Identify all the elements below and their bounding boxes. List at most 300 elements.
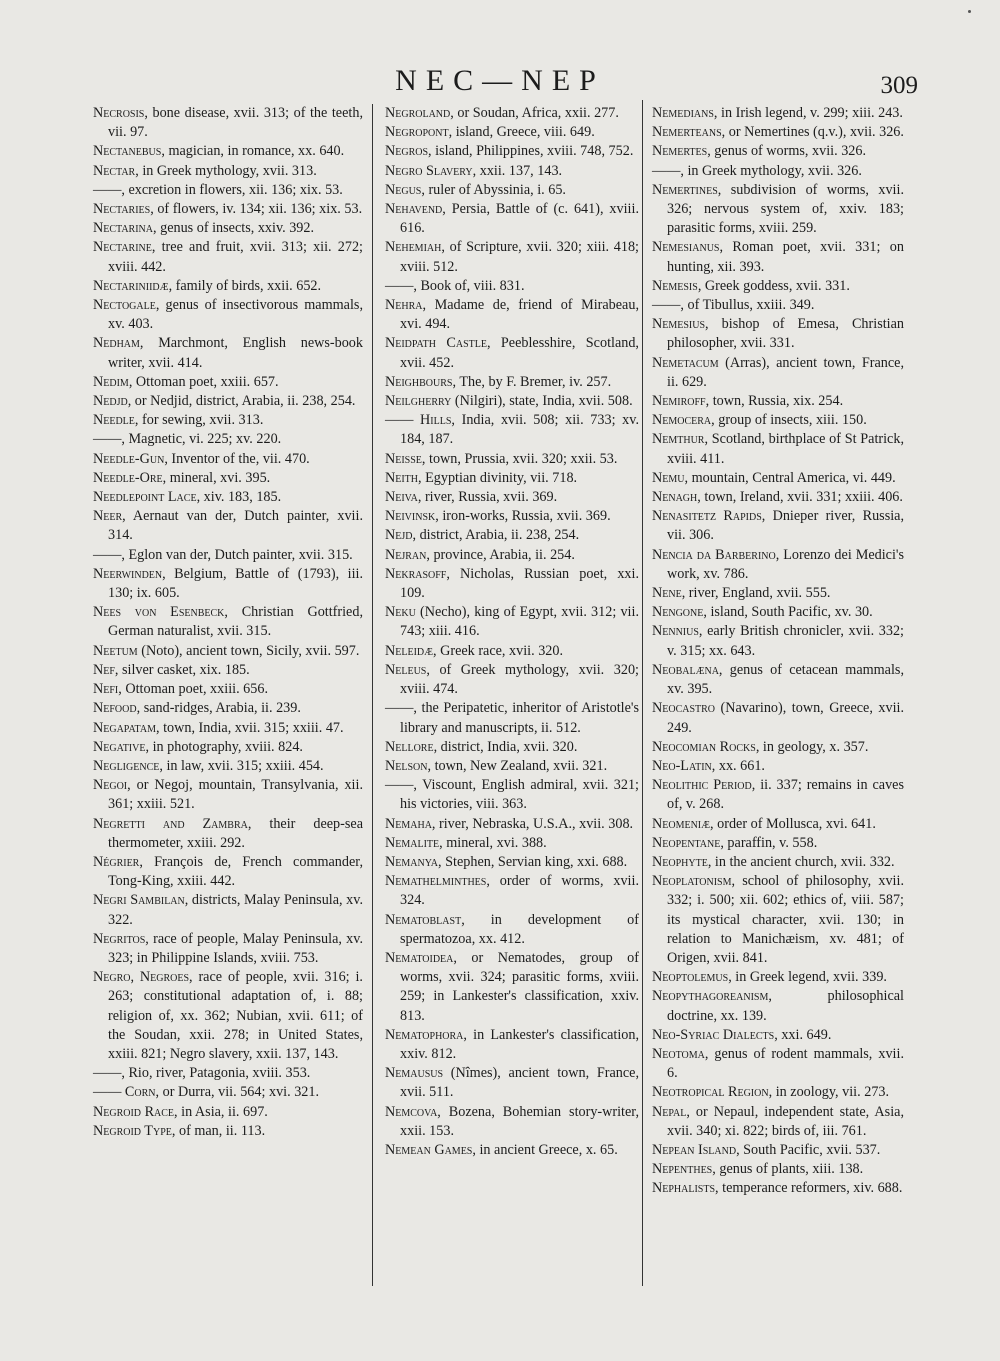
index-entry	[652, 1141, 904, 1160]
entry-headword: Nephalists	[652, 1180, 716, 1197]
entry-headword: ——	[652, 297, 681, 314]
entry-references: , in photography, xviii. 824.	[145, 738, 303, 755]
entry-references: , Christian Gottfried, German naturalist, xvii. 315.	[108, 604, 363, 640]
entry-headword: Nepal	[652, 1103, 687, 1120]
index-entry	[385, 603, 639, 641]
entry-references: , sand-ridges, Arabia, ii. 239.	[136, 700, 301, 717]
entry-headword: Nemthur	[652, 431, 705, 448]
entry-headword: Neotoma	[652, 1045, 705, 1062]
entry-headword: Negros	[385, 143, 429, 160]
entry-headword: Nenasitetz Rapids	[652, 508, 762, 525]
entry-headword: Nemiroff	[652, 393, 706, 410]
index-column-left	[93, 104, 363, 1141]
index-entry	[93, 469, 363, 488]
index-entry	[93, 219, 363, 238]
entry-references: , or Nedjid, district, Arabia, ii. 238, 254.	[127, 393, 356, 410]
entry-headword: Nematoblast	[385, 911, 462, 928]
index-entry	[93, 565, 363, 603]
entry-references: , town, India, xvii. 315; xxiii. 47.	[155, 719, 344, 736]
entry-headword: —— Corn	[93, 1084, 156, 1101]
entry-headword: Nellore	[385, 738, 434, 755]
page-header	[0, 62, 1000, 102]
entry-references: , of Tibullus, xxiii. 349.	[680, 297, 815, 314]
entry-references: , island, South Pacific, xv. 30.	[703, 604, 873, 621]
index-entry	[93, 507, 363, 545]
index-column-middle	[385, 104, 639, 1160]
page-title: NEC—NEP	[395, 64, 605, 97]
index-entry	[385, 469, 639, 488]
index-entry	[93, 603, 363, 641]
entry-references: , in Greek legend, xvii. 339.	[728, 969, 887, 986]
entry-references: , group of insects, xiii. 150.	[711, 412, 867, 429]
entry-references: (Nilgiri), state, India, xvii. 508.	[451, 393, 633, 410]
entry-headword: Negative	[93, 738, 146, 755]
index-entry	[385, 1064, 639, 1102]
index-entry	[93, 680, 363, 699]
entry-headword: Nelson	[385, 757, 428, 774]
entry-references: , François de, French commander, Tong-King, xxiii. 442.	[108, 853, 363, 890]
entry-references: , Greek race, xvii. 320.	[433, 642, 564, 659]
index-entry	[93, 430, 363, 449]
index-entry	[385, 872, 639, 910]
entry-references: , of man, ii. 113.	[171, 1122, 266, 1139]
entry-headword: Nectarine	[93, 239, 152, 256]
entry-references: , Aernaut van der, Dutch painter, xvii. 314.	[108, 508, 363, 544]
index-entry	[652, 776, 904, 814]
index-entry	[652, 815, 904, 834]
entry-references: , in ancient Greece, x. 65.	[472, 1141, 618, 1158]
index-entry	[652, 1179, 904, 1198]
entry-references: , mineral, xvi. 395.	[162, 469, 271, 486]
index-entry	[652, 968, 904, 987]
index-entry	[385, 1026, 639, 1064]
index-entry	[385, 392, 639, 411]
index-entry	[652, 757, 904, 776]
page-number: 309	[880, 72, 918, 99]
entry-headword: Negro, Negroes	[93, 969, 190, 986]
entry-references: , Inventor of the, vii. 470.	[164, 450, 310, 467]
index-entry	[652, 699, 904, 737]
entry-headword: Nemu	[652, 469, 685, 486]
index-entry	[93, 699, 363, 718]
index-entry	[652, 1026, 904, 1045]
index-entry	[652, 315, 904, 353]
entry-references: , genus of insects, xxiv. 392.	[153, 220, 315, 237]
index-entry	[385, 373, 639, 392]
entry-headword: Nehavend	[385, 201, 443, 218]
entry-headword: Negapatam	[93, 719, 156, 736]
entry-headword: Neo-Syriac Dialects	[652, 1026, 775, 1043]
entry-headword: Negus	[385, 181, 422, 198]
entry-references: , silver casket, xix. 185.	[114, 661, 250, 678]
entry-references: , Eglon van der, Dutch painter, xvii. 315.	[121, 546, 353, 563]
index-entry	[385, 699, 639, 737]
entry-headword: Negroid Type	[93, 1122, 172, 1139]
entry-references: , in law, xvii. 315; xxiii. 454.	[159, 757, 324, 774]
entry-headword: Nemocera	[652, 412, 712, 429]
entry-references: , mountain, Central America, vi. 449.	[684, 469, 896, 486]
index-entry	[652, 738, 904, 757]
entry-references: , genus of insectivorous mammals, xv. 403.	[108, 297, 363, 333]
entry-headword: Nemaha	[385, 815, 432, 832]
index-entry	[652, 987, 904, 1025]
index-entry	[385, 642, 639, 661]
index-entry	[93, 776, 363, 814]
index-entry	[93, 277, 363, 296]
entry-headword: ——	[385, 700, 414, 717]
index-entry	[93, 1122, 363, 1141]
index-entry	[652, 430, 904, 468]
index-entry	[385, 123, 639, 142]
index-entry	[652, 411, 904, 430]
entry-headword: Neith	[385, 469, 419, 486]
entry-headword: Neoptolemus	[652, 969, 729, 986]
entry-references: , Ottoman poet, xxiii. 657.	[128, 373, 279, 390]
entry-headword: Nemedians	[652, 105, 714, 121]
index-entry	[385, 334, 639, 372]
entry-headword: Nenagh	[652, 489, 698, 506]
entry-references: , district, India, xvii. 320.	[433, 738, 578, 755]
column-divider	[642, 100, 643, 1286]
entry-headword: Nejran	[385, 546, 427, 563]
entry-references: , race of people, Malay Peninsula, xv. 323; in Philippine Islands, xviii. 753.	[108, 930, 363, 966]
entry-headword: Nectanebus	[93, 143, 162, 160]
index-entry	[93, 392, 363, 411]
entry-headword: Neophyte	[652, 853, 708, 870]
entry-references: , Nicholas, Russian poet, xxi. 109.	[400, 565, 639, 602]
entry-headword: ——	[385, 277, 414, 294]
index-entry	[652, 1103, 904, 1141]
entry-references: (Necho), king of Egypt, xvii. 312; vii. 743; xiii. 416.	[400, 604, 639, 640]
entry-references: , Rio, river, Patagonia, xviii. 353.	[121, 1065, 311, 1082]
entry-headword: Nemalite	[385, 834, 440, 851]
index-entry	[652, 392, 904, 411]
index-entry	[385, 507, 639, 526]
entry-headword: Nedjd	[93, 393, 128, 410]
index-entry	[385, 526, 639, 545]
entry-references: , Dnieper river, Russia, vii. 306.	[667, 508, 904, 544]
entry-headword: Nemesianus	[652, 239, 720, 256]
entry-references: , Magnetic, vi. 225; xv. 220.	[121, 431, 282, 448]
entry-headword: Nepean Island	[652, 1141, 737, 1158]
index-entry	[652, 622, 904, 660]
index-entry	[93, 815, 363, 853]
entry-headword: Negropont	[385, 124, 449, 141]
entry-headword: ——	[93, 1065, 122, 1082]
index-entry	[652, 104, 904, 123]
entry-references: , for sewing, xvii. 313.	[134, 412, 264, 429]
entry-references: , genus of plants, xiii. 138.	[712, 1161, 864, 1178]
index-entry	[652, 123, 904, 142]
entry-references: , genus of cetacean mammals, xv. 395.	[667, 661, 904, 698]
entry-references: , or Durra, vii. 564; xvi. 321.	[155, 1084, 320, 1101]
entry-references: , the Peripatetic, inheritor of Aristotle's library and manuscripts, ii. 512.	[400, 700, 639, 736]
entry-headword: Negroland	[385, 105, 451, 121]
index-entry	[385, 200, 639, 238]
entry-headword: Nematophora	[385, 1026, 464, 1043]
entry-headword: Nectarina	[93, 220, 153, 237]
entry-headword: Nemean Games	[385, 1141, 473, 1158]
entry-references: , ii. 337; remains in caves of, v. 268.	[667, 777, 904, 813]
entry-headword: Nedham	[93, 335, 140, 352]
entry-references: , Egyptian divinity, vii. 718.	[418, 469, 578, 486]
index-entry	[652, 1045, 904, 1083]
entry-references: , in Lankester's classification, xxiv. 812.	[400, 1026, 639, 1062]
entry-references: , xxi. 649.	[774, 1026, 832, 1043]
index-entry	[93, 373, 363, 392]
entry-references: , or Nematodes, group of worms, xvii. 324; parasitic forms, xviii. 259; in Lankester's classification, xxiv. 813.	[400, 949, 639, 1024]
entry-references: , in geology, x. 357.	[755, 738, 869, 755]
entry-references: , or Nepaul, independent state, Asia, xvii. 340; xi. 822; birds of, iii. 761.	[667, 1103, 904, 1139]
index-entry	[385, 1141, 639, 1160]
entry-headword: Neerwinden	[93, 565, 163, 582]
index-entry	[93, 661, 363, 680]
index-entry	[652, 872, 904, 968]
entry-references: , Bozena, Bohemian story-writer, xxii. 153.	[400, 1103, 639, 1139]
entry-references: , Scotland, birthplace of St Patrick, xviii. 411.	[667, 431, 904, 467]
speck-mark	[968, 10, 971, 13]
index-entry	[652, 507, 904, 545]
entry-references: , race of people, xvii. 316; i. 263; constitutional adaptation of, i. 88; religion of, xx. 362; Nubian, xvii. 611; of the Soudan, xxii. 278; in United States, xxiii. 821; Negro slavery, xxii. 137, 143.	[108, 969, 363, 1062]
entry-references: , order of worms, xvii. 324.	[400, 873, 639, 909]
entry-headword: Nene	[652, 585, 682, 602]
entry-headword: Needle	[93, 412, 135, 429]
index-entry	[93, 1103, 363, 1122]
entry-references: , mineral, xvi. 388.	[439, 834, 547, 851]
entry-headword: Nedim	[93, 373, 129, 390]
entry-references: , in the ancient church, xvii. 332.	[707, 853, 895, 870]
entry-references: (Navarino), town, Greece, xvii. 249.	[667, 700, 904, 736]
index-entry	[93, 757, 363, 776]
entry-references: , in Irish legend, v. 299; xiii. 243.	[713, 105, 903, 121]
entry-references: , river, Nebraska, U.S.A., xvii. 308.	[431, 815, 634, 832]
index-entry	[93, 488, 363, 507]
index-entry	[652, 354, 904, 392]
index-entry	[652, 584, 904, 603]
entry-references: , in development of spermatozoa, xx. 412.	[400, 911, 639, 947]
index-entry	[385, 296, 639, 334]
entry-references: , in Greek mythology, xvii. 313.	[135, 162, 317, 179]
index-entry	[652, 162, 904, 181]
index-entry	[385, 411, 639, 449]
entry-headword: Neotropical Region	[652, 1084, 769, 1101]
index-entry	[385, 450, 639, 469]
entry-headword: Nemcova	[385, 1103, 438, 1120]
entry-headword: Nectogale	[93, 297, 156, 314]
index-entry	[652, 853, 904, 872]
entry-headword: Nefi	[93, 681, 119, 698]
entry-headword: Negligence	[93, 757, 160, 774]
entry-references: , district, Arabia, ii. 238, 254.	[412, 527, 580, 544]
entry-references: , Lorenzo dei Medici's work, xv. 786.	[667, 546, 904, 582]
entry-headword: Neilgherry	[385, 393, 452, 410]
entry-references: , ruler of Abyssinia, i. 65.	[421, 181, 566, 198]
entry-references: , town, Ireland, xvii. 331; xxiii. 406.	[697, 489, 903, 506]
index-entry	[93, 334, 363, 372]
index-entry	[385, 238, 639, 276]
entry-references: , of Greek mythology, xvii. 320; xviii. 474.	[400, 661, 639, 698]
index-entry	[93, 1083, 363, 1102]
index-entry	[385, 162, 639, 181]
entry-references: , river, England, xvii. 555.	[681, 585, 831, 602]
entry-headword: Nefood	[93, 700, 137, 717]
entry-references: , island, Greece, viii. 649.	[448, 124, 595, 141]
entry-headword: ——	[93, 431, 122, 448]
entry-references: , Madame de, friend of Mirabeau, xvi. 494.	[400, 297, 639, 333]
index-entry	[93, 738, 363, 757]
entry-references: , in Greek mythology, xvii. 326.	[680, 162, 862, 179]
entry-headword: Neivinsk	[385, 508, 436, 525]
entry-headword: Neighbours	[385, 373, 453, 390]
entry-references: , excretion in flowers, xii. 136; xix. 53.	[121, 181, 343, 198]
index-entry	[93, 200, 363, 219]
index-entry	[652, 546, 904, 584]
entry-references: , or Nemertines (q.v.), xvii. 326.	[721, 124, 904, 141]
entry-references: , subdivision of worms, xvii. 326; nervous system of, xxiv. 183; parasitic forms, xviii. 259.	[667, 181, 904, 237]
index-entry	[652, 469, 904, 488]
entry-references: (Nîmes), ancient town, France, xvii. 511.	[400, 1065, 639, 1101]
index-entry	[385, 661, 639, 699]
entry-references: , philosophical doctrine, xx. 139.	[667, 988, 904, 1024]
index-entry	[93, 104, 363, 142]
entry-references: , Roman poet, xvii. 331; on hunting, xii. 393.	[667, 239, 904, 275]
entry-headword: —— Hills	[385, 412, 452, 429]
entry-headword: Negritos	[93, 930, 146, 947]
entry-references: , their deep-sea thermometer, xxiii. 292.	[108, 815, 363, 851]
entry-headword: Neopentane	[652, 834, 721, 851]
entry-references: , Belgium, Battle of (1793), iii. 130; ix. 605.	[108, 565, 363, 602]
entry-headword: Nejd	[385, 527, 413, 544]
index-entry	[652, 277, 904, 296]
index-entry	[385, 738, 639, 757]
entry-headword: Neidpath Castle	[385, 335, 487, 352]
entry-headword: Neocastro	[652, 700, 716, 717]
entry-headword: Neopythagoreanism	[652, 988, 769, 1005]
entry-references: (Noto), ancient town, Sicily, xvii. 597.	[137, 642, 360, 659]
entry-headword: Nemathelminthes	[385, 873, 487, 890]
entry-headword: Negretti and Zambra	[93, 815, 248, 832]
index-entry	[385, 1103, 639, 1141]
entry-references: , town, Russia, xix. 254.	[705, 393, 844, 410]
index-entry	[385, 142, 639, 161]
entry-references: , bone disease, xvii. 313; of the teeth, vii. 97.	[108, 105, 363, 141]
entry-references: (Arras), ancient town, France, ii. 629.	[667, 354, 904, 390]
entry-references: , paraffin, v. 558.	[720, 834, 818, 851]
entry-headword: Nemerteans	[652, 124, 722, 141]
entry-headword: Nectar	[93, 162, 136, 179]
entry-headword: Negri Sambilan	[93, 892, 185, 909]
entry-headword: Needle-Ore	[93, 469, 163, 486]
index-entry	[93, 142, 363, 161]
index-entry	[93, 968, 363, 1064]
entry-references: , town, Prussia, xvii. 320; xxii. 53.	[421, 450, 618, 467]
entry-headword: Nematoidea	[385, 949, 454, 966]
index-entry	[93, 296, 363, 334]
entry-references: , Greek goddess, xvii. 331.	[697, 277, 850, 294]
index-entry	[93, 546, 363, 565]
index-entry	[93, 181, 363, 200]
index-entry	[652, 834, 904, 853]
entry-headword: Nennius	[652, 623, 699, 640]
entry-references: , in zoology, vii. 273.	[768, 1084, 890, 1101]
entry-headword: Neer	[93, 508, 123, 525]
index-entry	[93, 930, 363, 968]
entry-references: , Persia, Battle of (c. 641), xviii. 616.	[400, 201, 639, 237]
entry-references: , in Asia, ii. 697.	[174, 1103, 268, 1120]
entry-references: , xx. 661.	[711, 757, 765, 774]
entry-references: , or Negoj, mountain, Transylvania, xii. 361; xxiii. 521.	[108, 777, 363, 813]
entry-references: , province, Arabia, ii. 254.	[426, 546, 575, 563]
index-entry	[93, 853, 363, 891]
entry-headword: ——	[93, 546, 122, 563]
entry-headword: Neleus	[385, 661, 427, 678]
entry-headword: Nectariniidæ	[93, 277, 169, 294]
entry-references: , or Soudan, Africa, xxii. 277.	[450, 105, 619, 121]
entry-references: , xiv. 183, 185.	[196, 489, 282, 506]
index-entry	[385, 104, 639, 123]
entry-references: , districts, Malay Peninsula, xv. 322.	[108, 892, 363, 928]
entry-headword: Necrosis	[93, 105, 145, 121]
entry-headword: Nemertes	[652, 143, 708, 160]
index-entry	[385, 815, 639, 834]
index-entry	[652, 238, 904, 276]
index-entry	[652, 1083, 904, 1102]
index-entry	[652, 488, 904, 507]
entry-headword: Nemesis	[652, 277, 698, 294]
entry-headword: Neisse	[385, 450, 422, 467]
entry-headword: Neolithic Period	[652, 777, 752, 794]
entry-references: , genus of worms, xvii. 326.	[707, 143, 867, 160]
entry-headword: Nepenthes	[652, 1161, 713, 1178]
entry-references: , Stephen, Servian king, xxi. 688.	[438, 853, 628, 870]
entry-references: , order of Mollusca, xvi. 641.	[710, 815, 876, 832]
index-entry	[385, 757, 639, 776]
index-entry	[93, 642, 363, 661]
index-entry	[385, 565, 639, 603]
entry-headword: Neocomian Rocks	[652, 738, 756, 755]
index-entry	[93, 1064, 363, 1083]
entry-references: , of flowers, iv. 134; xii. 136; xix. 53.	[150, 201, 363, 218]
entry-headword: Nemertines	[652, 181, 718, 198]
index-entry	[93, 891, 363, 929]
entry-references: , island, Philippines, xviii. 748, 752.	[428, 143, 634, 160]
index-entry	[652, 181, 904, 239]
entry-headword: Nectaries	[93, 201, 151, 218]
index-entry	[652, 1160, 904, 1179]
entry-references: , genus of rodent mammals, xvii. 6.	[667, 1045, 904, 1082]
entry-references: , The, by F. Bremer, iv. 257.	[452, 373, 612, 390]
entry-headword: Nemesius	[652, 316, 706, 333]
index-entry	[385, 949, 639, 1026]
entry-headword: ——	[385, 777, 414, 794]
index-entry	[652, 142, 904, 161]
entry-headword: Nehemiah	[385, 239, 442, 256]
index-entry	[385, 911, 639, 949]
entry-headword: Nengone	[652, 604, 704, 621]
entry-headword: Negroid Race	[93, 1103, 175, 1120]
entry-headword: Neku	[385, 604, 416, 621]
index-entry	[652, 661, 904, 699]
entry-headword: Neobalæna	[652, 661, 719, 678]
entry-references: , Viscount, English admiral, xvii. 321; his victories, viii. 363.	[400, 777, 639, 813]
entry-references: , river, Russia, xvii. 369.	[417, 489, 558, 506]
index-entry	[385, 181, 639, 200]
index-entry	[93, 238, 363, 276]
entry-headword: Nemetacum	[652, 354, 719, 371]
entry-references: , iron-works, Russia, xvii. 369.	[435, 508, 611, 525]
entry-references: , Book of, viii. 831.	[413, 277, 525, 294]
index-entry	[93, 411, 363, 430]
